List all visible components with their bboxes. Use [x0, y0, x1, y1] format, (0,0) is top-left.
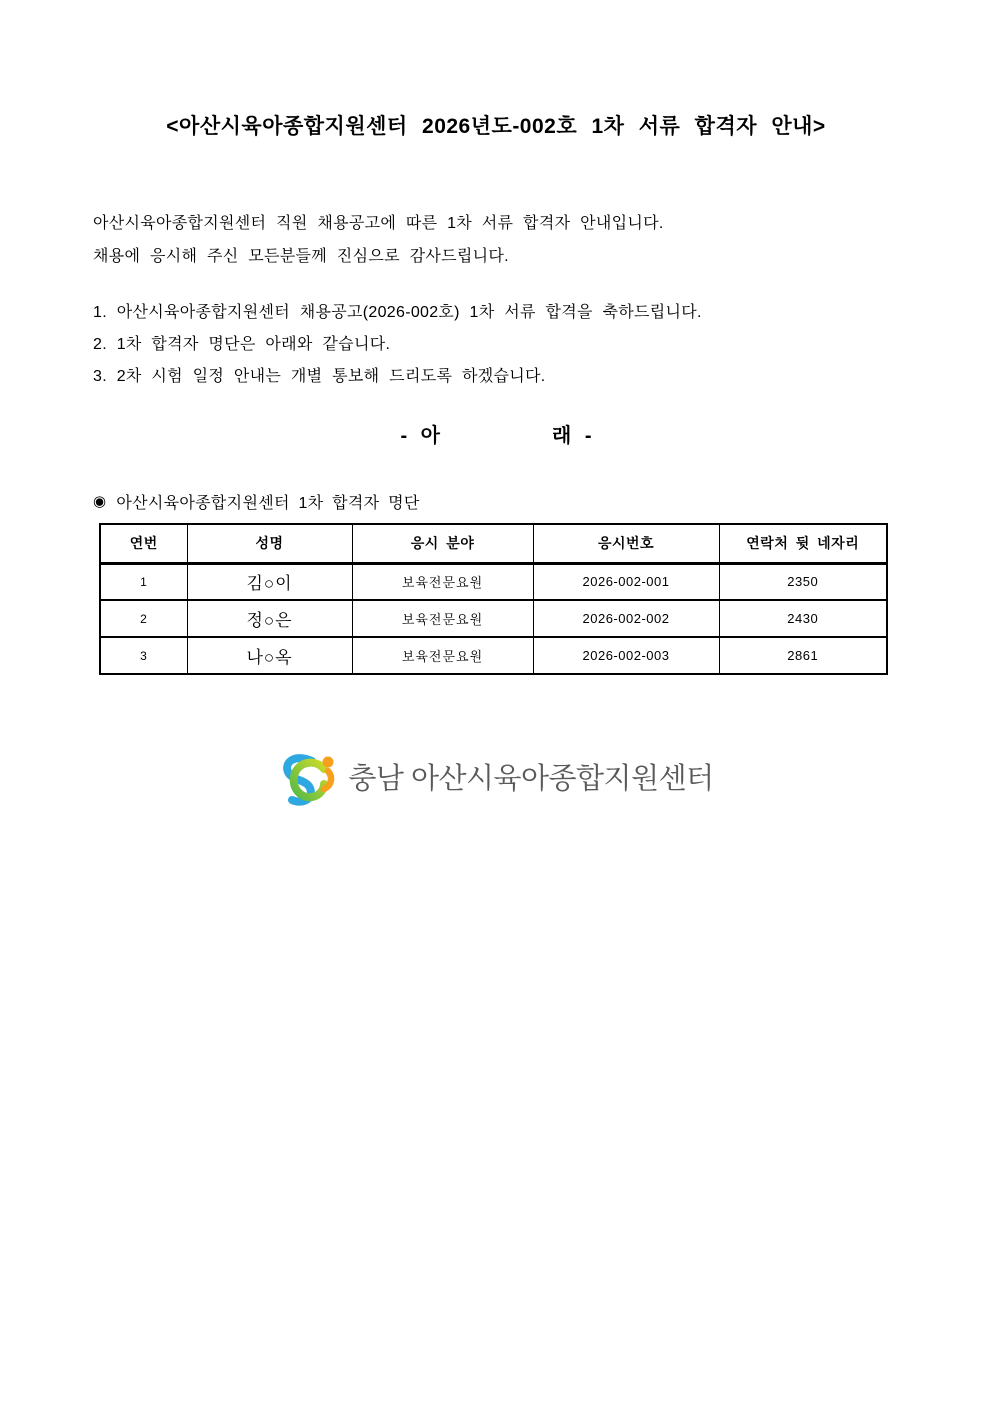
cell-no: 2 — [100, 600, 187, 637]
intro-line: 채용에 응시해 주신 모든분들께 진심으로 감사드립니다. — [93, 248, 509, 265]
cell-name: 나○옥 — [187, 637, 352, 674]
cell-regno: 2026-002-001 — [533, 563, 719, 600]
cell-field: 보육전문요원 — [352, 637, 533, 674]
divider-right: 래 - — [552, 425, 592, 447]
cell-name: 김○이 — [187, 563, 352, 600]
pass-list-heading — [93, 490, 992, 513]
cell-no: 3 — [100, 637, 187, 674]
col-header-field: 응시 분야 — [352, 524, 533, 563]
cell-phone: 2350 — [719, 563, 887, 600]
fisheye-bullet-icon: ◉ — [93, 493, 107, 510]
notice-item: 2. 1차 합격자 명단은 아래와 같습니다. — [93, 336, 391, 353]
cell-phone: 2861 — [719, 637, 887, 674]
cell-name: 정○은 — [187, 600, 352, 637]
pass-list-heading-text: 아산시육아종합지원센터 1차 합격자 명단 — [116, 495, 420, 512]
below-divider — [0, 419, 992, 448]
cell-phone: 2430 — [719, 600, 887, 637]
col-header-phone: 연락처 뒷 네자리 — [719, 524, 887, 563]
center-logo-icon — [278, 751, 340, 807]
cell-regno: 2026-002-003 — [533, 637, 719, 674]
table-row — [100, 563, 887, 600]
pass-list-table — [99, 523, 888, 675]
col-header-name: 성명 — [187, 524, 352, 563]
col-header-regno: 응시번호 — [533, 524, 719, 563]
table-row — [100, 637, 887, 674]
cell-no: 1 — [100, 563, 187, 600]
divider-left: - 아 — [400, 425, 440, 447]
table-row — [100, 600, 887, 637]
cell-regno: 2026-002-002 — [533, 600, 719, 637]
notice-item: 3. 2차 시험 일정 안내는 개별 통보해 드리도록 하겠습니다. — [93, 368, 546, 385]
footer-logo — [0, 751, 992, 807]
notice-list — [93, 297, 992, 393]
col-header-no: 연번 — [100, 524, 187, 563]
intro-paragraphs — [93, 207, 992, 273]
cell-field: 보육전문요원 — [352, 563, 533, 600]
table-header-row — [100, 524, 887, 563]
notice-item: 1. 아산시육아종합지원센터 채용공고(2026-002호) 1차 서류 합격을 축하드립니다. — [93, 304, 702, 321]
page-title: <아산시육아종합지원센터 2026년도-002호 1차 서류 합격자 안내> — [166, 115, 826, 138]
cell-field: 보육전문요원 — [352, 600, 533, 637]
center-logo-text: 충남 아산시육아종합지원센터 — [348, 762, 714, 795]
intro-line: 아산시육아종합지원센터 직원 채용공고에 따른 1차 서류 합격자 안내입니다. — [93, 215, 664, 232]
